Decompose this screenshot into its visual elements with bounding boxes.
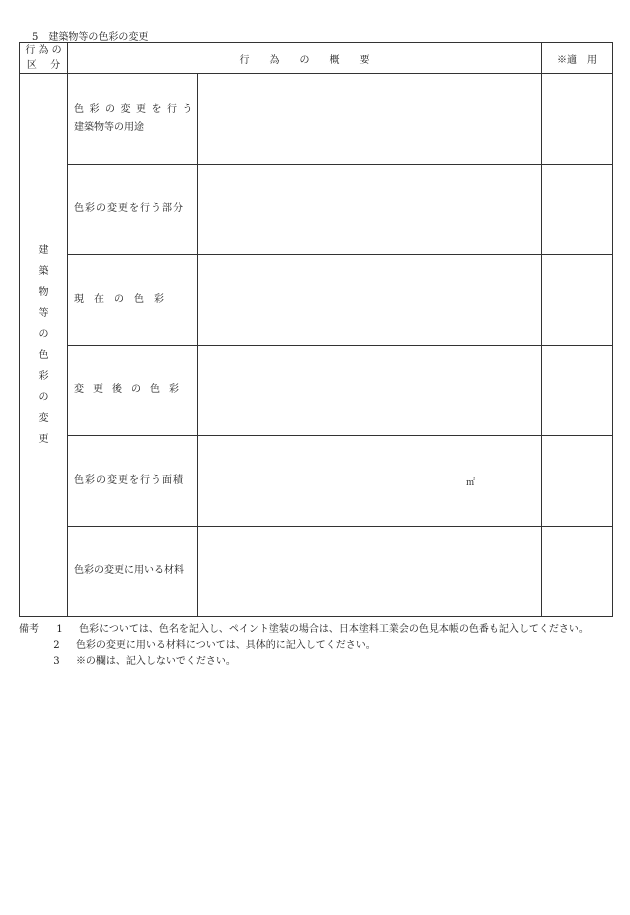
row-label-new-color <box>68 345 198 436</box>
category-char: 建 <box>38 245 49 256</box>
table-row <box>20 526 613 617</box>
category-vertical-cell <box>20 74 68 617</box>
summary-header-label: 行 為 の 概 要 <box>239 54 370 66</box>
table-row <box>20 164 613 255</box>
category-char: 彩 <box>38 371 49 382</box>
office-use-cell <box>542 436 613 527</box>
usage-input-cell[interactable] <box>198 74 542 165</box>
table-row <box>20 255 613 346</box>
notes-title: 備考 <box>19 624 39 635</box>
category-char: 等 <box>38 308 49 319</box>
row-label-part-text: 色彩の変更を行う部分 <box>74 203 184 215</box>
row-label-area <box>68 436 198 527</box>
note-text: 色彩については、色名を記入し、ペイント塗装の場合は、日本塗料工業会の色見本帳の色番も記入してください。 <box>79 624 589 635</box>
category-char: 変 <box>38 413 49 424</box>
row-label-usage-line2: 建築物等の用途 <box>74 121 144 133</box>
note-text: ※の欄は、記入しないでください。 <box>75 656 236 667</box>
office-use-cell <box>542 526 613 617</box>
notes-section <box>19 622 589 670</box>
office-use-header-cell <box>542 43 613 74</box>
part-input-cell[interactable] <box>198 164 542 255</box>
form-heading: 5 建築物等の色彩の変更 <box>32 32 149 43</box>
note-number: 3 <box>53 656 60 667</box>
current-color-input-cell[interactable] <box>198 255 542 346</box>
summary-header-cell <box>68 43 542 74</box>
category-char: 築 <box>38 266 49 277</box>
area-input-cell[interactable] <box>198 436 542 527</box>
office-use-cell <box>542 164 613 255</box>
office-use-cell <box>542 345 613 436</box>
color-change-form-table <box>19 42 613 617</box>
category-header-cell <box>20 43 68 74</box>
row-label-usage <box>68 74 198 165</box>
area-unit: ㎡ <box>466 478 476 488</box>
row-label-material <box>68 526 198 617</box>
note-item <box>19 654 589 670</box>
category-header-line1: 行 為 の <box>25 45 62 56</box>
table-row <box>20 74 613 165</box>
note-text: 色彩の変更に用いる材料については、具体的に記入してください。 <box>75 640 376 651</box>
new-color-input-cell[interactable] <box>198 345 542 436</box>
row-label-part <box>68 164 198 255</box>
table-row <box>20 436 613 527</box>
row-label-current-color-text: 現 在 の 色 彩 <box>74 293 164 305</box>
note-item <box>19 622 589 638</box>
row-label-new-color-text: 変 更 後 の 色 彩 <box>74 384 179 396</box>
office-use-cell <box>542 74 613 165</box>
row-label-area-text: 色彩の変更を行う面積 <box>74 474 184 486</box>
note-number: 1 <box>56 624 63 635</box>
office-use-cell <box>542 255 613 346</box>
table-header-row <box>20 43 613 74</box>
category-char: 色 <box>38 350 49 361</box>
category-char: 物 <box>38 287 49 298</box>
office-use-header-label: ※適 用 <box>557 54 597 66</box>
note-item <box>19 638 589 654</box>
category-header-line2: 区 分 <box>26 60 61 71</box>
category-char: の <box>38 329 49 340</box>
row-label-current-color <box>68 255 198 346</box>
row-label-usage-line1: 色彩の変更を行う <box>74 103 198 115</box>
category-char: 更 <box>38 434 49 445</box>
table-row <box>20 345 613 436</box>
note-number: 2 <box>53 640 60 651</box>
material-input-cell[interactable] <box>198 526 542 617</box>
category-char: の <box>38 392 49 403</box>
row-label-material-text: 色彩の変更に用いる材料 <box>74 565 184 577</box>
